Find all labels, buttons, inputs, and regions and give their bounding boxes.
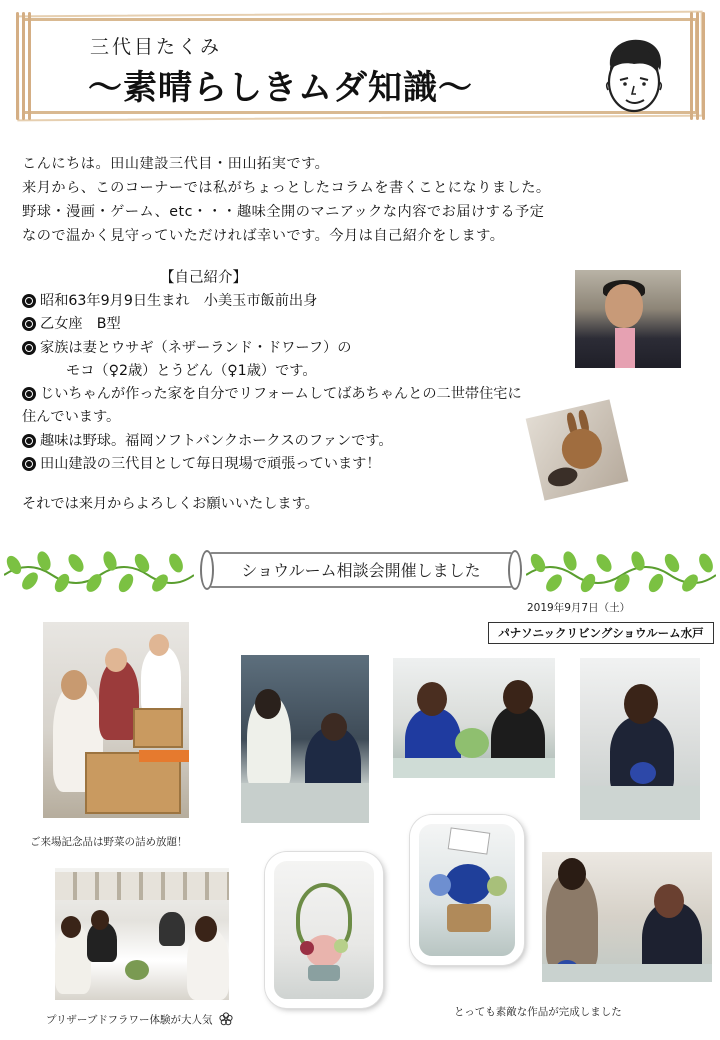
profile-item: 家族は妻とウサギ（ネザーランド・ドワーフ）の — [22, 337, 702, 360]
leaf-vine-left — [4, 545, 194, 593]
intro-line: 来月から、このコーナーでは私がちょっとしたコラムを書くことになりました。 — [22, 180, 551, 196]
bullet-icon — [22, 317, 36, 331]
profile-item: じいちゃんが作った家を自分でリフォームしてばあちゃんとの二世帯住宅に — [22, 383, 702, 406]
event-photo-handover — [542, 852, 712, 982]
intro-line: なので温かく見守っていただければ幸いです。今月は自己紹介をします。 — [22, 228, 505, 244]
bullet-icon — [22, 294, 36, 308]
banner-roll-left — [14, 12, 32, 120]
event-photo-workshop-group — [55, 868, 229, 1000]
flower-icon — [219, 1012, 233, 1026]
event-photo-two-women — [393, 658, 555, 778]
section-heading-box — [198, 546, 524, 594]
author-portrait-photo — [575, 270, 681, 368]
closing-line: それでは来月からよろしくお願いいたします。 — [22, 496, 319, 512]
profile-item: 乙女座 B型 — [22, 313, 702, 336]
intro-line: こんにちは。田山建設三代目・田山拓実です。 — [22, 156, 330, 172]
banner-roll-right — [688, 12, 706, 120]
bullet-icon — [22, 457, 36, 471]
bullet-icon — [22, 387, 36, 401]
section-title: ショウルーム相談会開催しました — [241, 561, 481, 580]
profile-item-continued: 住んでいます。 — [22, 409, 121, 426]
profile-item-continued: モコ（♀2歳）とうどん（♀1歳）です。 — [66, 362, 317, 379]
face-illustration-icon — [596, 36, 672, 116]
column-title: ～素晴らしきムダ知識～ — [88, 68, 473, 108]
intro-paragraph — [22, 152, 702, 248]
bullet-icon — [22, 434, 36, 448]
caption-vegetables: ご来場記念品は野菜の詰め放題！ — [30, 836, 188, 848]
leaf-vine-right — [526, 545, 716, 593]
column-author: 三代目たくみ — [90, 36, 223, 58]
profile-item: 趣味は野球。福岡ソフトバンクホークスのファンです。 — [22, 430, 702, 453]
caption-finished: とっても素敵な作品が完成しました — [454, 1006, 622, 1018]
bullet-icon — [22, 341, 36, 355]
rabbit-photo — [526, 399, 629, 500]
event-photo-woman-seated — [580, 658, 700, 820]
header-banner — [14, 12, 706, 120]
profile-item: 昭和63年9月9日生まれ 小美玉市飯前出身 — [22, 290, 702, 313]
blue-rose-photo — [410, 815, 524, 965]
event-date: 2019年9月7日（土） — [527, 602, 631, 614]
profile-item: 田山建設の三代目として毎日現場で頑張っています！ — [22, 453, 702, 476]
rose-wreath-photo — [265, 852, 383, 1008]
event-photo-consultation — [241, 655, 369, 823]
intro-line: 野球・漫画・ゲーム、etc・・・趣味全開のマニアックな内容でお届けする予定 — [22, 204, 545, 220]
caption-preserved-flower: プリザーブドフラワー体験が大人気 — [46, 1012, 233, 1027]
venue-label: パナソニックリビングショウルーム水戸 — [488, 622, 714, 644]
profile-heading: 【自己紹介】 — [160, 270, 247, 286]
event-photo-vegetables — [43, 622, 189, 818]
